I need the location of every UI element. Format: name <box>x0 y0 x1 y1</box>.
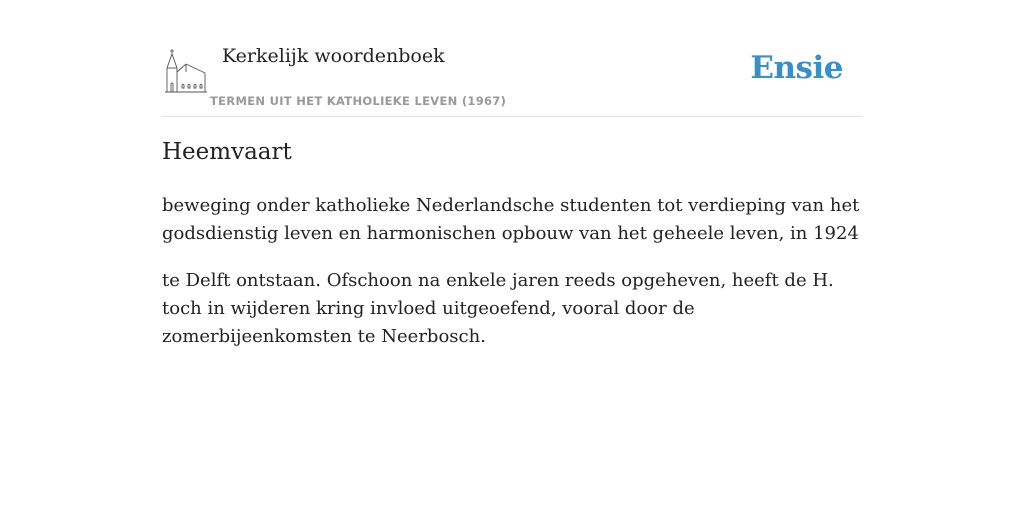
page <box>162 0 862 347</box>
site-subtitle: TERMEN UIT HET KATHOLIEKE LEVEN (1967) <box>210 94 507 108</box>
brand-logo[interactable]: Ensie <box>750 50 843 86</box>
header <box>162 0 862 117</box>
entry-paragraph: beweging onder katholieke Nederlandsche studenten tot verdieping van het godsdienstig leven en harmonischen opbouw van het geheele leven, in 1924 <box>162 195 860 244</box>
site-title[interactable]: Kerkelijk woordenboek <box>222 45 445 67</box>
entry-title: Heemvaart <box>162 139 292 165</box>
entry-paragraph: te Delft ontstaan. Ofschoon na enkele jaren reeds opgeheven, heeft de H. toch in wijderen kring invloed uitgeoefend, vooral door de zomerbijeenkomsten te Neerbosch. <box>162 270 834 347</box>
church-icon <box>164 48 208 96</box>
